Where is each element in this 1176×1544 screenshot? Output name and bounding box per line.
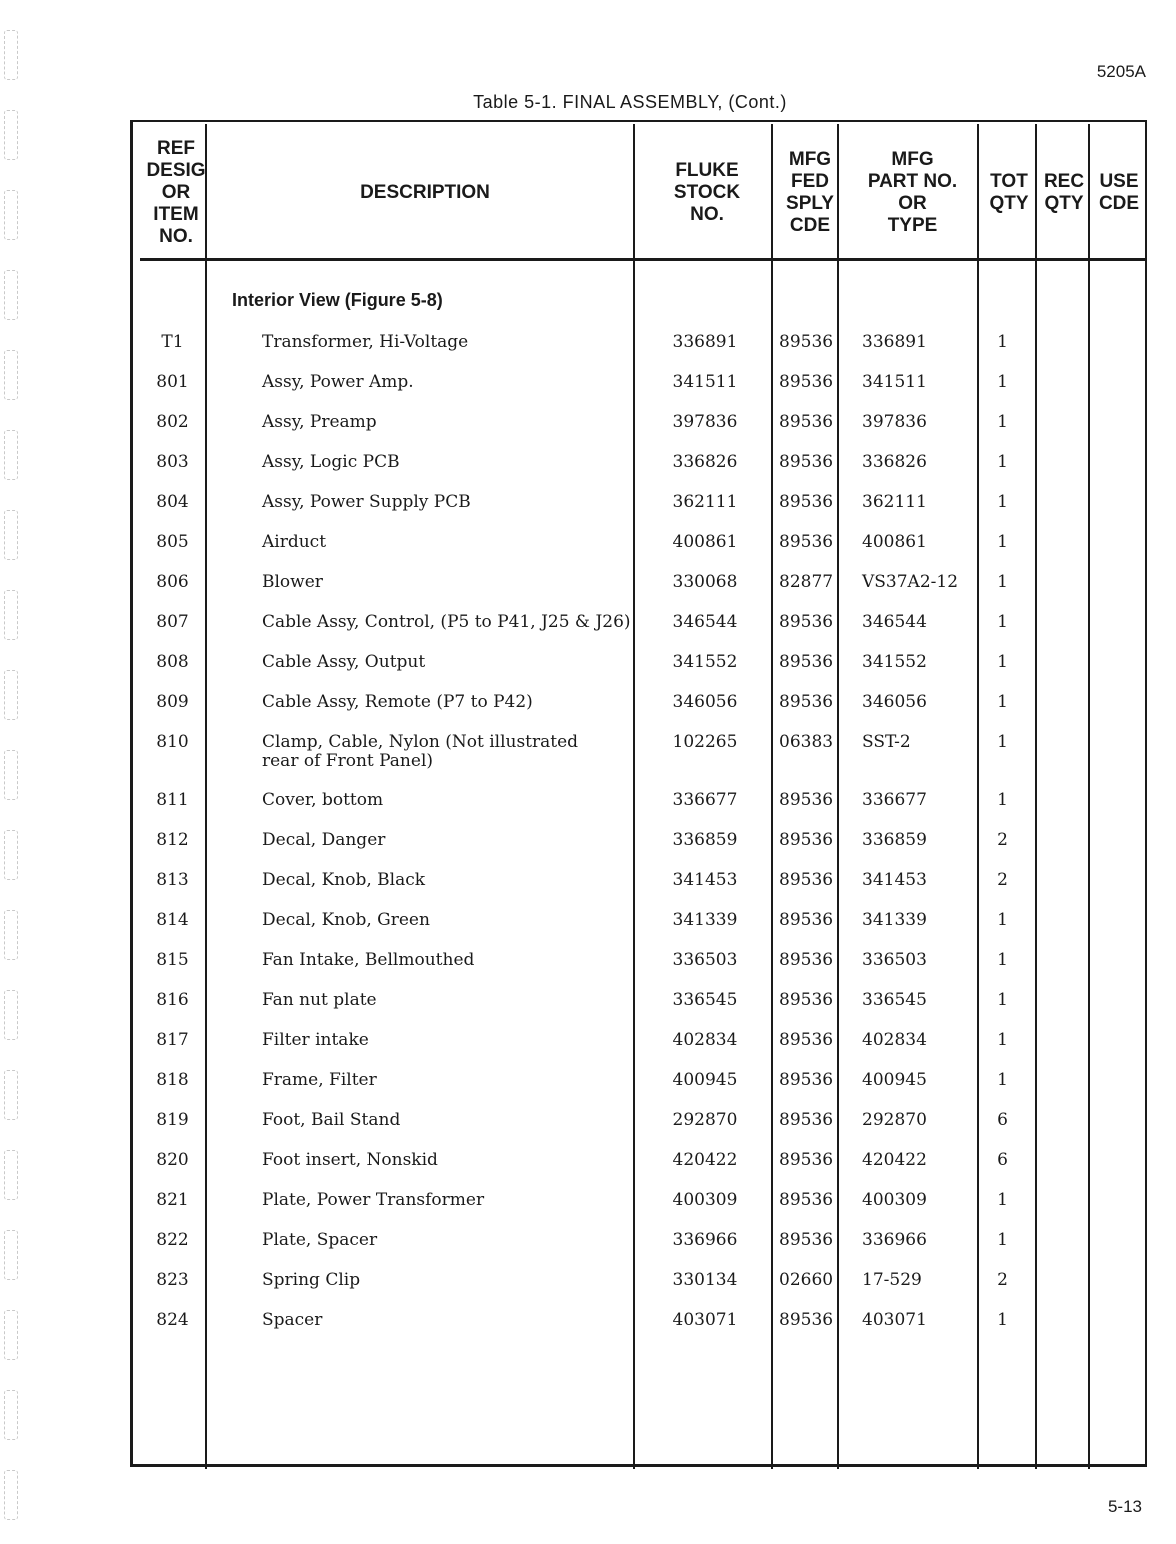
- cell-part: 17-529: [862, 1270, 922, 1290]
- cell-ref: 813: [156, 870, 189, 890]
- cell-desc: Decal, Knob, Green: [262, 910, 430, 930]
- cell-ref: 820: [156, 1150, 189, 1170]
- cell-desc: Foot insert, Nonskid: [262, 1150, 438, 1170]
- table-title: Table 5-1. FINAL ASSEMBLY, (Cont.): [473, 92, 787, 112]
- cell-stock: 403071: [672, 1310, 738, 1330]
- cell-ref: 814: [156, 910, 189, 930]
- cell-ref: T1: [161, 332, 184, 352]
- cell-part: 336891: [862, 332, 927, 352]
- cell-stock: 336545: [672, 990, 738, 1010]
- cell-desc: Filter intake: [262, 1030, 369, 1050]
- cell-ref: 823: [156, 1270, 189, 1290]
- cell-ref: 803: [156, 452, 189, 472]
- cell-desc: Airduct: [262, 532, 327, 552]
- cell-fed: 89536: [779, 652, 834, 672]
- cell-stock: 400309: [672, 1190, 738, 1210]
- cell-ref: 815: [156, 950, 189, 970]
- cell-qty: 2: [997, 870, 1008, 890]
- header-divider: [140, 258, 1147, 261]
- header-use-cde: USE CDE: [1098, 171, 1140, 214]
- cell-stock: 346544: [672, 612, 738, 632]
- cell-stock: 336826: [672, 452, 738, 472]
- cell-fed: 89536: [779, 830, 834, 850]
- column-divider: [205, 124, 207, 1469]
- section-label: Interior View (Figure 5-8): [232, 290, 443, 310]
- cell-fed: 89536: [779, 910, 834, 930]
- cell-qty: 1: [997, 790, 1008, 810]
- cell-qty: 6: [997, 1110, 1008, 1130]
- cell-desc: Cable Assy, Control, (P5 to P41, J25 & J26): [262, 612, 631, 632]
- cell-part: 400861: [862, 532, 927, 552]
- cell-qty: 1: [997, 1310, 1008, 1330]
- cell-fed: 89536: [779, 950, 834, 970]
- cell-desc: Frame, Filter: [262, 1070, 377, 1090]
- cell-stock: 102265: [672, 732, 738, 752]
- cell-fed: 89536: [779, 492, 834, 512]
- cell-qty: 1: [997, 1230, 1008, 1250]
- cell-qty: 1: [997, 532, 1008, 552]
- cell-part: 336677: [862, 790, 927, 810]
- cell-part: 341339: [862, 910, 927, 930]
- cell-fed: 89536: [779, 332, 834, 352]
- cell-fed: 89536: [779, 1150, 834, 1170]
- cell-desc: Decal, Danger: [262, 830, 386, 850]
- cell-stock: 402834: [672, 1030, 738, 1050]
- cell-fed: 89536: [779, 1070, 834, 1090]
- cell-fed: 06383: [779, 732, 834, 752]
- cell-stock: 330068: [672, 572, 738, 592]
- cell-desc: Clamp, Cable, Nylon (Not illustrated rear of Front Panel): [262, 732, 579, 771]
- cell-part: 346056: [862, 692, 927, 712]
- cell-part: 420422: [862, 1150, 927, 1170]
- cell-desc: Assy, Power Supply PCB: [262, 492, 471, 512]
- header-fed: MFG FED SPLY CDE: [786, 149, 834, 236]
- cell-ref: 810: [156, 732, 189, 752]
- cell-fed: 89536: [779, 452, 834, 472]
- cell-desc: Spacer: [262, 1310, 323, 1330]
- cell-part: 341453: [862, 870, 927, 890]
- cell-part: 400309: [862, 1190, 927, 1210]
- binding-holes: [0, 0, 22, 1544]
- cell-qty: 1: [997, 572, 1008, 592]
- column-divider: [771, 124, 773, 1469]
- cell-fed: 89536: [779, 412, 834, 432]
- cell-desc: Fan nut plate: [262, 990, 377, 1010]
- cell-stock: 336966: [672, 1230, 738, 1250]
- cell-part: 397836: [862, 412, 927, 432]
- cell-stock: 420422: [672, 1150, 738, 1170]
- cell-qty: 1: [997, 612, 1008, 632]
- cell-qty: 1: [997, 652, 1008, 672]
- cell-stock: 336677: [672, 790, 738, 810]
- cell-fed: 89536: [779, 1190, 834, 1210]
- cell-fed: 89536: [779, 870, 834, 890]
- cell-part: 362111: [862, 492, 927, 512]
- model-id: 5205A: [1096, 62, 1146, 81]
- cell-part: 336859: [862, 830, 927, 850]
- header-tot-qty: TOT QTY: [989, 171, 1029, 214]
- cell-stock: 292870: [672, 1110, 738, 1130]
- cell-qty: 1: [997, 692, 1008, 712]
- cell-part: VS37A2-12: [862, 572, 959, 592]
- cell-ref: 818: [156, 1070, 189, 1090]
- cell-ref: 812: [156, 830, 189, 850]
- cell-stock: 400861: [672, 532, 738, 552]
- column-divider: [1088, 124, 1090, 1469]
- cell-fed: 89536: [779, 1230, 834, 1250]
- cell-desc: Cover, bottom: [262, 790, 384, 810]
- cell-qty: 1: [997, 1070, 1008, 1090]
- cell-desc: Blower: [262, 572, 323, 592]
- cell-stock: 341511: [672, 372, 738, 392]
- cell-stock: 341453: [672, 870, 738, 890]
- cell-part: 336545: [862, 990, 927, 1010]
- cell-fed: 89536: [779, 372, 834, 392]
- cell-ref: 808: [156, 652, 189, 672]
- header-rec-qty: REC QTY: [1043, 171, 1085, 214]
- cell-qty: 1: [997, 332, 1008, 352]
- cell-qty: 2: [997, 830, 1008, 850]
- cell-stock: 336859: [672, 830, 738, 850]
- cell-desc: Foot, Bail Stand: [262, 1110, 401, 1130]
- cell-desc: Plate, Power Transformer: [262, 1190, 485, 1210]
- cell-desc: Fan Intake, Bellmouthed: [262, 950, 475, 970]
- column-divider: [1035, 124, 1037, 1469]
- cell-desc: Assy, Power Amp.: [262, 372, 414, 392]
- cell-ref: 811: [156, 790, 189, 810]
- cell-qty: 1: [997, 910, 1008, 930]
- cell-desc: Assy, Logic PCB: [262, 452, 400, 472]
- cell-fed: 89536: [779, 1030, 834, 1050]
- header-ref: REF DESIG OR ITEM NO.: [146, 138, 206, 247]
- cell-part: 336966: [862, 1230, 927, 1250]
- cell-part: 346544: [862, 612, 927, 632]
- cell-fed: 89536: [779, 532, 834, 552]
- header-part: MFG PART NO. OR TYPE: [867, 149, 958, 236]
- cell-fed: 89536: [779, 1110, 834, 1130]
- cell-part: SST-2: [862, 732, 911, 752]
- cell-ref: 816: [156, 990, 189, 1010]
- cell-ref: 807: [156, 612, 189, 632]
- cell-desc: Cable Assy, Output: [262, 652, 426, 672]
- cell-ref: 806: [156, 572, 189, 592]
- cell-ref: 809: [156, 692, 189, 712]
- cell-fed: 89536: [779, 1310, 834, 1330]
- cell-qty: 1: [997, 950, 1008, 970]
- cell-fed: 89536: [779, 692, 834, 712]
- header-description: DESCRIPTION: [360, 182, 490, 203]
- cell-qty: 1: [997, 732, 1008, 752]
- cell-fed: 02660: [779, 1270, 834, 1290]
- cell-ref: 801: [156, 372, 189, 392]
- cell-fed: 82877: [779, 572, 834, 592]
- header-stock: FLUKE STOCK NO.: [673, 160, 741, 225]
- cell-ref: 802: [156, 412, 189, 432]
- cell-qty: 1: [997, 492, 1008, 512]
- cell-stock: 346056: [672, 692, 738, 712]
- cell-fed: 89536: [779, 612, 834, 632]
- cell-qty: 2: [997, 1270, 1008, 1290]
- cell-fed: 89536: [779, 790, 834, 810]
- cell-fed: 89536: [779, 990, 834, 1010]
- cell-desc: Transformer, Hi-Voltage: [262, 332, 469, 352]
- cell-ref: 819: [156, 1110, 189, 1130]
- cell-qty: 6: [997, 1150, 1008, 1170]
- cell-desc: Decal, Knob, Black: [262, 870, 426, 890]
- cell-qty: 1: [997, 990, 1008, 1010]
- cell-stock: 336891: [672, 332, 738, 352]
- cell-qty: 1: [997, 372, 1008, 392]
- cell-qty: 1: [997, 452, 1008, 472]
- cell-part: 292870: [862, 1110, 927, 1130]
- cell-ref: 822: [156, 1230, 189, 1250]
- cell-ref: 817: [156, 1030, 189, 1050]
- column-divider: [977, 124, 979, 1469]
- cell-ref: 804: [156, 492, 189, 512]
- cell-desc: Spring Clip: [262, 1270, 361, 1290]
- cell-ref: 821: [156, 1190, 189, 1210]
- cell-part: 400945: [862, 1070, 927, 1090]
- cell-desc: Cable Assy, Remote (P7 to P42): [262, 692, 533, 712]
- cell-qty: 1: [997, 1190, 1008, 1210]
- cell-part: 336503: [862, 950, 927, 970]
- cell-part: 336826: [862, 452, 927, 472]
- cell-part: 403071: [862, 1310, 927, 1330]
- cell-qty: 1: [997, 1030, 1008, 1050]
- cell-stock: 397836: [672, 412, 738, 432]
- cell-part: 341511: [862, 372, 927, 392]
- page-number: 5-13: [1107, 1497, 1142, 1516]
- cell-ref: 824: [156, 1310, 189, 1330]
- cell-part: 341552: [862, 652, 927, 672]
- cell-stock: 400945: [672, 1070, 738, 1090]
- cell-stock: 336503: [672, 950, 738, 970]
- cell-desc: Assy, Preamp: [262, 412, 377, 432]
- cell-desc: Plate, Spacer: [262, 1230, 378, 1250]
- cell-stock: 341552: [672, 652, 738, 672]
- cell-stock: 330134: [672, 1270, 738, 1290]
- cell-part: 402834: [862, 1030, 927, 1050]
- cell-stock: 341339: [672, 910, 738, 930]
- cell-qty: 1: [997, 412, 1008, 432]
- cell-ref: 805: [156, 532, 189, 552]
- cell-stock: 362111: [672, 492, 738, 512]
